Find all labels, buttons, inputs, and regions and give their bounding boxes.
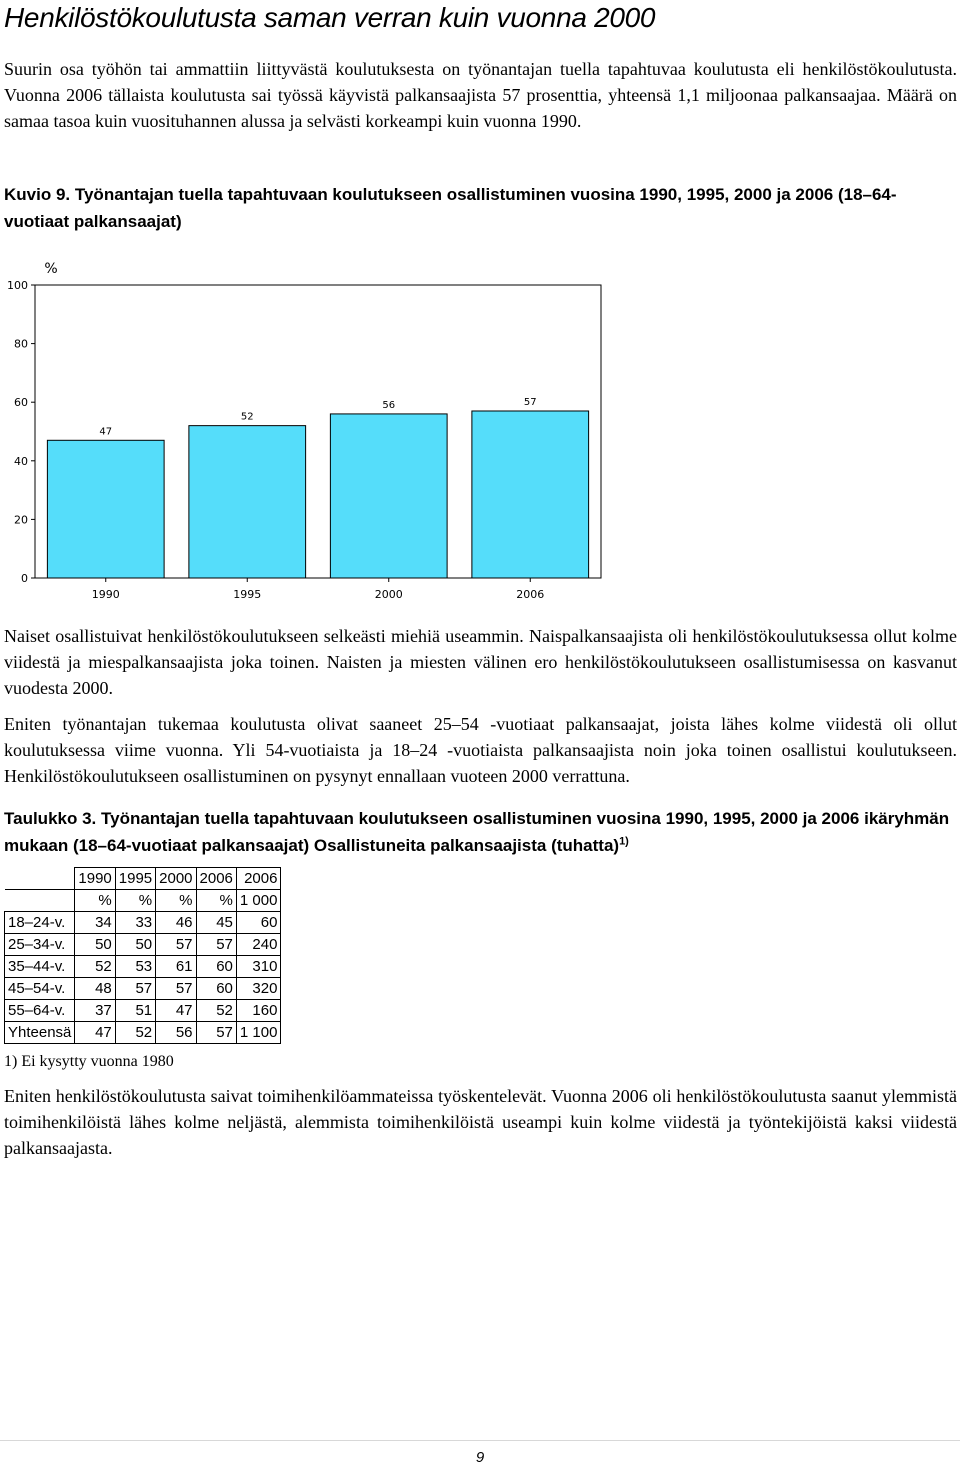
table-cell: 34 bbox=[75, 912, 115, 934]
table-header-unit: % bbox=[156, 890, 196, 912]
chart-y-tick-label: 40 bbox=[14, 454, 28, 468]
table-cell: 50 bbox=[115, 934, 155, 956]
table-cell: 57 bbox=[196, 934, 236, 956]
table-cell: 50 bbox=[75, 934, 115, 956]
chart-data-label: 56 bbox=[382, 399, 396, 411]
table-row bbox=[5, 934, 281, 956]
chart-y-tick-label: 60 bbox=[14, 396, 28, 410]
table-row-label: 18–24-v. bbox=[5, 912, 75, 934]
chart-y-tick-label: 80 bbox=[14, 337, 28, 351]
table-header-unit: 1 000 bbox=[236, 890, 281, 912]
table-row-label: Yhteensä bbox=[5, 1022, 75, 1044]
table-cell: 1 100 bbox=[236, 1022, 281, 1044]
table-cell: 46 bbox=[156, 912, 196, 934]
table-cell: 57 bbox=[156, 934, 196, 956]
figure-caption bbox=[4, 181, 957, 235]
footer-rule bbox=[0, 1440, 960, 1441]
table-row bbox=[5, 1022, 281, 1044]
table-cell: 52 bbox=[115, 1022, 155, 1044]
table-footnote: 1) Ei kysytty vuonna 1980 bbox=[4, 1053, 174, 1070]
table-cell: 47 bbox=[156, 1000, 196, 1022]
table-corner-cell bbox=[5, 868, 75, 890]
table-corner-cell bbox=[5, 890, 75, 912]
table-caption-text: Työnantajan tuella tapahtuvaan koulutukseen osallistuminen vuosina 1990, 1995, 2000 ja 2006 ikäryhmän mukaan (18–64-vuotiaat palkansaajat) Osallistuneita palkansaajista (tuhatta) bbox=[4, 809, 950, 855]
table-cell: 51 bbox=[115, 1000, 155, 1022]
page-number: 9 bbox=[475, 1449, 485, 1466]
table-caption bbox=[4, 805, 957, 859]
figure-caption-text: Työnantajan tuella tapahtuvaan koulutukseen osallistuminen vuosina 1990, 1995, 2000 ja 2006 (18–64-vuotiaat palkansaajat) bbox=[4, 185, 897, 231]
table-cell: 45 bbox=[196, 912, 236, 934]
table-row bbox=[5, 912, 281, 934]
table-cell: 53 bbox=[115, 956, 155, 978]
chart-bar-2006 bbox=[472, 411, 589, 578]
intro-paragraph: Suurin osa työhön tai ammattiin liittyvästä koulutuksesta on työnantajan tuella tapahtuvaa koulutusta eli henkilöstökoulutusta. Vuonna 2006 tällaista koulutusta sai työssä käyvistä palkansaajista 57 prosenttia, yhteensä 1,1 miljoonaa palkansaajaa. Määrä on samaa tasoa kuin vuosituhannen alussa ja selvästi korkeampi kuin vuonna 1990. bbox=[4, 59, 957, 131]
figure-caption-label: Kuvio 9. bbox=[4, 185, 71, 204]
paragraph-occupations: Eniten henkilöstökoulutusta saivat toimihenkilöammateissa työskentelevät. Vuonna 2006 oli henkilöstökoulutusta saanut ylemmistä toimihenkilöistä lähes kolme neljästä, alemmista toimihenkilöistä useampi kuin kolme viidestä ja työntekijöistä kaksi viidestä palkansaajasta. bbox=[4, 1086, 957, 1158]
bar-chart-svg bbox=[0, 255, 620, 615]
table-caption-label: Taulukko 3. bbox=[4, 809, 97, 828]
table-cell: 61 bbox=[156, 956, 196, 978]
table-cell: 33 bbox=[115, 912, 155, 934]
table-cell: 310 bbox=[236, 956, 281, 978]
chart-y-tick-label: 0 bbox=[21, 572, 28, 585]
table-row bbox=[5, 978, 281, 1000]
chart-data-label: 57 bbox=[523, 396, 537, 408]
chart-x-tick-label: 1995 bbox=[233, 588, 262, 601]
participation-table bbox=[4, 867, 281, 1044]
table-cell: 57 bbox=[115, 978, 155, 1000]
chart-y-axis-label: % bbox=[44, 261, 58, 277]
table-cell: 57 bbox=[196, 1022, 236, 1044]
table-row-label: 45–54-v. bbox=[5, 978, 75, 1000]
table-header-year: 1990 bbox=[75, 868, 115, 890]
chart-x-tick-label: 2000 bbox=[374, 588, 403, 601]
table-row-label: 35–44-v. bbox=[5, 956, 75, 978]
table-cell: 47 bbox=[75, 1022, 115, 1044]
table-cell: 52 bbox=[196, 1000, 236, 1022]
table-cell: 320 bbox=[236, 978, 281, 1000]
table-cell: 48 bbox=[75, 978, 115, 1000]
table-cell: 52 bbox=[75, 956, 115, 978]
table-cell: 240 bbox=[236, 934, 281, 956]
chart-bar-2000 bbox=[330, 414, 447, 578]
table-header-units-row bbox=[5, 890, 281, 912]
chart-data-label: 47 bbox=[99, 426, 113, 438]
chart-x-tick-label: 1990 bbox=[91, 588, 120, 601]
table-header-year: 2006 bbox=[196, 868, 236, 890]
table-cell: 56 bbox=[156, 1022, 196, 1044]
table-row bbox=[5, 956, 281, 978]
chart-y-tick-label: 20 bbox=[14, 513, 28, 527]
table-header-year: 2006 bbox=[236, 868, 281, 890]
paragraph-gender: Naiset osallistuivat henkilöstökoulutukseen selkeästi miehiä useammin. Naispalkansaajista oli henkilöstökoulutuksessa ollut kolme viidestä ja miespalkansaajista joka toinen. Naisten ja miesten välinen ero henkilöstökoulutukseen osallistumisessa on kasvanut vuodesta 2000. bbox=[4, 626, 957, 698]
table-cell: 60 bbox=[236, 912, 281, 934]
table-header-unit: % bbox=[115, 890, 155, 912]
table-cell: 60 bbox=[196, 956, 236, 978]
page-title: Henkilöstökoulutusta saman verran kuin vuonna 2000 bbox=[4, 2, 656, 33]
table-row bbox=[5, 1000, 281, 1022]
chart-y-tick-label: 100 bbox=[7, 279, 28, 292]
table-header-years-row bbox=[5, 868, 281, 890]
chart-bar-1995 bbox=[189, 426, 306, 578]
chart-data-label: 52 bbox=[240, 411, 254, 423]
table-cell: 37 bbox=[75, 1000, 115, 1022]
chart-bar-1990 bbox=[47, 440, 164, 578]
table-caption-footnote-mark: 1) bbox=[619, 835, 629, 848]
table-cell: 60 bbox=[196, 978, 236, 1000]
table-header-unit: % bbox=[75, 890, 115, 912]
table-header-year: 2000 bbox=[156, 868, 196, 890]
paragraph-age-groups: Eniten työnantajan tukemaa koulutusta olivat saaneet 25–54 -vuotiaat palkansaajat, joista lähes kolme viidestä oli ollut koulutuksessa viime vuonna. Yli 54-vuotiaista ja 18–24 -vuotiaista palkansaajista noin joka toinen osallistui koulutukseen. Henkilöstökoulutukseen osallistuminen on pysynyt ennallaan vuoteen 2000 verrattuna. bbox=[4, 714, 957, 786]
chart-x-tick-label: 2006 bbox=[516, 588, 545, 601]
table-cell: 57 bbox=[156, 978, 196, 1000]
table-header-unit: % bbox=[196, 890, 236, 912]
table-cell: 160 bbox=[236, 1000, 281, 1022]
bar-chart bbox=[0, 255, 620, 615]
table-header-year: 1995 bbox=[115, 868, 155, 890]
table-row-label: 25–34-v. bbox=[5, 934, 75, 956]
table-row-label: 55–64-v. bbox=[5, 1000, 75, 1022]
